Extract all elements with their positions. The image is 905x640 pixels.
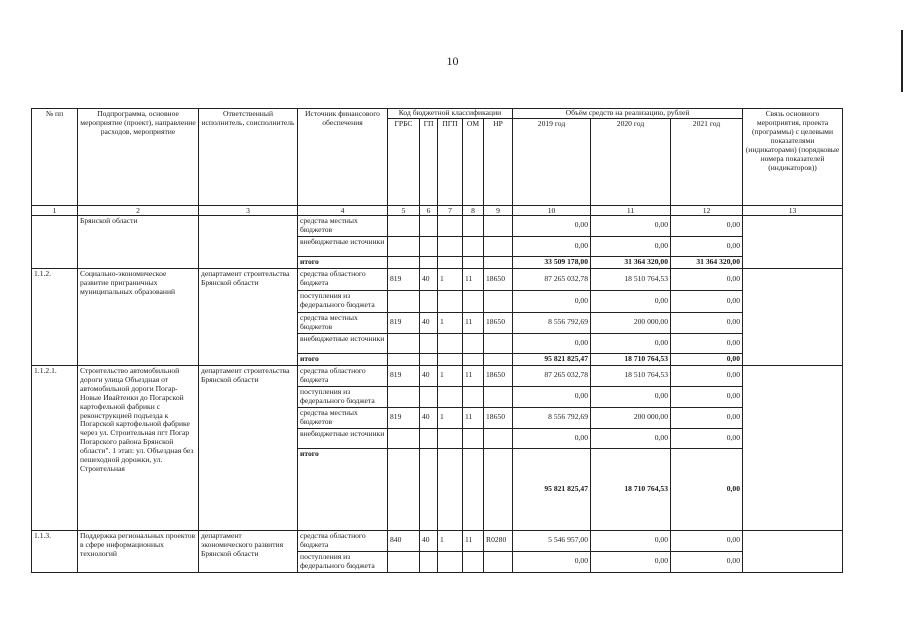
cell-source: поступления из федерального бюджета xyxy=(298,551,388,572)
page-number: 10 xyxy=(446,54,459,68)
cell-2020: 18 510 764,53 xyxy=(591,365,671,386)
cell-2020: 0,00 xyxy=(591,386,671,407)
header-2020: 2020 год xyxy=(591,118,671,205)
cell-pgp xyxy=(438,333,463,353)
header-responsible: Ответственный исполнитель, соисполнитель xyxy=(199,109,298,206)
table-row xyxy=(32,215,843,236)
cell-grbs xyxy=(388,448,420,530)
cell-source: средства местных бюджетов xyxy=(298,312,388,333)
cell-2020: 18 710 764,53 xyxy=(591,448,671,530)
column-number: 2 xyxy=(78,205,199,215)
cell-om: 11 xyxy=(463,407,484,428)
cell-2019: 87 265 032,78 xyxy=(513,365,591,386)
cell-om xyxy=(463,448,484,530)
cell-2020: 0,00 xyxy=(591,215,671,236)
cell-gp xyxy=(420,290,438,312)
header-subprogram: Подпрограмма, основное мероприятие (проект), направление расходов, мероприятие xyxy=(78,109,199,206)
cell-2020: 0,00 xyxy=(591,530,671,551)
column-number: 3 xyxy=(199,205,298,215)
cell-source: поступления из федерального бюджета xyxy=(298,290,388,312)
cell-np xyxy=(484,333,513,353)
cell-2021: 0,00 xyxy=(671,365,743,386)
cell-source-total: итого xyxy=(298,353,388,365)
header-budget-code: Код бюджетной классификации xyxy=(388,109,513,119)
cell-grbs xyxy=(388,353,420,365)
cell-grbs xyxy=(388,236,420,256)
table-row xyxy=(32,530,843,551)
column-number: 6 xyxy=(420,205,438,215)
cell-om: 11 xyxy=(463,312,484,333)
cell-source: поступления из федерального бюджета xyxy=(298,386,388,407)
cell-source: средства областного бюджета xyxy=(298,530,388,551)
cell-om xyxy=(463,236,484,256)
cell-2021: 0,00 xyxy=(671,353,743,365)
cell-gp: 40 xyxy=(420,365,438,386)
cell-np xyxy=(484,428,513,448)
cell-2019: 0,00 xyxy=(513,236,591,256)
cell-gp: 40 xyxy=(420,268,438,290)
header-volume: Объём средств на реализацию, рублей xyxy=(513,109,743,119)
cell-om xyxy=(463,215,484,236)
cell-grbs xyxy=(388,215,420,236)
cell-num: 1.1.2. xyxy=(32,268,78,365)
header-om: ОМ xyxy=(463,118,484,205)
cell-np: 18650 xyxy=(484,407,513,428)
cell-2021: 0,00 xyxy=(671,215,743,236)
cell-np xyxy=(484,551,513,572)
column-number: 10 xyxy=(513,205,591,215)
cell-2021: 0,00 xyxy=(671,333,743,353)
cell-grbs xyxy=(388,428,420,448)
cell-link xyxy=(743,530,843,572)
cell-gp xyxy=(420,333,438,353)
cell-om: 11 xyxy=(463,530,484,551)
column-number: 9 xyxy=(484,205,513,215)
cell-np xyxy=(484,256,513,268)
cell-num: 1.1.3. xyxy=(32,530,78,572)
cell-gp: 40 xyxy=(420,312,438,333)
cell-2020: 0,00 xyxy=(591,428,671,448)
cell-grbs xyxy=(388,290,420,312)
cell-name: Брянской области xyxy=(78,215,199,268)
cell-responsible: департамент экономического развития Брянской области xyxy=(199,530,298,572)
cell-pgp: 1 xyxy=(438,312,463,333)
cell-2020: 0,00 xyxy=(591,290,671,312)
column-number: 13 xyxy=(743,205,843,215)
cell-name: Социально-экономическое развитие приграничных муниципальных образований xyxy=(78,268,199,365)
cell-2020: 200 000,00 xyxy=(591,407,671,428)
column-number: 11 xyxy=(591,205,671,215)
cell-pgp: 1 xyxy=(438,365,463,386)
cell-gp xyxy=(420,256,438,268)
cell-om xyxy=(463,551,484,572)
cell-2020: 0,00 xyxy=(591,333,671,353)
cell-grbs: 840 xyxy=(388,530,420,551)
column-number: 5 xyxy=(388,205,420,215)
table-row xyxy=(32,268,843,290)
header-grbs: ГРБС xyxy=(388,118,420,205)
cell-grbs xyxy=(388,551,420,572)
cell-pgp xyxy=(438,236,463,256)
cell-np xyxy=(484,215,513,236)
cell-gp xyxy=(420,215,438,236)
cell-2019: 0,00 xyxy=(513,551,591,572)
column-number: 7 xyxy=(438,205,463,215)
header-2021: 2021 год xyxy=(671,118,743,205)
cell-2021: 0,00 xyxy=(671,428,743,448)
cell-2019: 8 556 792,69 xyxy=(513,312,591,333)
cell-2021: 0,00 xyxy=(671,236,743,256)
cell-2019: 5 546 957,00 xyxy=(513,530,591,551)
cell-gp xyxy=(420,353,438,365)
cell-np xyxy=(484,290,513,312)
cell-source-total: итого xyxy=(298,448,388,530)
cell-np: 18650 xyxy=(484,268,513,290)
cell-2021: 0,00 xyxy=(671,551,743,572)
cell-num xyxy=(32,215,78,268)
cell-grbs: 819 xyxy=(388,312,420,333)
cell-gp: 40 xyxy=(420,407,438,428)
cell-om: 11 xyxy=(463,365,484,386)
cell-link xyxy=(743,268,843,365)
cell-2020: 0,00 xyxy=(591,236,671,256)
header-pgp: ПГП xyxy=(438,118,463,205)
column-number: 8 xyxy=(463,205,484,215)
cell-2021: 0,00 xyxy=(671,448,743,530)
cell-pgp xyxy=(438,256,463,268)
cell-responsible xyxy=(199,215,298,268)
cell-gp xyxy=(420,551,438,572)
header-source: Источник финансового обеспечения xyxy=(298,109,388,206)
cell-2020: 18 510 764,53 xyxy=(591,268,671,290)
cell-grbs xyxy=(388,256,420,268)
cell-gp xyxy=(420,236,438,256)
cell-np: 18650 xyxy=(484,312,513,333)
cell-om xyxy=(463,290,484,312)
cell-source: внебюджетные источники xyxy=(298,333,388,353)
cell-2019: 0,00 xyxy=(513,386,591,407)
header-np: НР xyxy=(484,118,513,205)
header-link: Связь основного мероприятия, проекта (программы) с целевыми показателями (индикаторами) (порядковые номера показателей (индикаторов)) xyxy=(743,109,843,206)
cell-2019: 95 821 825,47 xyxy=(513,448,591,530)
cell-2021: 0,00 xyxy=(671,268,743,290)
cell-responsible: департамент строительства Брянской области xyxy=(199,365,298,530)
cell-gp xyxy=(420,428,438,448)
cell-responsible: департамент строительства Брянской области xyxy=(199,268,298,365)
cell-2020: 0,00 xyxy=(591,551,671,572)
cell-2019: 87 265 032,78 xyxy=(513,268,591,290)
cell-2019: 0,00 xyxy=(513,290,591,312)
cell-np xyxy=(484,353,513,365)
cell-om: 11 xyxy=(463,268,484,290)
cell-2019: 95 821 825,47 xyxy=(513,353,591,365)
cell-pgp: 1 xyxy=(438,268,463,290)
cell-2019: 0,00 xyxy=(513,428,591,448)
table-row xyxy=(32,365,843,386)
cell-source: средства областного бюджета xyxy=(298,365,388,386)
cell-source: внебюджетные источники xyxy=(298,428,388,448)
cell-grbs: 819 xyxy=(388,268,420,290)
cell-source: внебюджетные источники xyxy=(298,236,388,256)
cell-2019: 33 509 178,00 xyxy=(513,256,591,268)
cell-2020: 31 364 320,00 xyxy=(591,256,671,268)
cell-2021: 0,00 xyxy=(671,386,743,407)
cell-grbs: 819 xyxy=(388,407,420,428)
cell-2019: 8 556 792,69 xyxy=(513,407,591,428)
cell-om xyxy=(463,386,484,407)
column-number-row xyxy=(32,205,843,215)
cell-gp: 40 xyxy=(420,530,438,551)
cell-pgp: 1 xyxy=(438,407,463,428)
cell-source: средства местных бюджетов xyxy=(298,407,388,428)
budget-table xyxy=(31,108,843,573)
cell-gp xyxy=(420,448,438,530)
cell-name: Поддержка региональных проектов в сфере информационных технологий xyxy=(78,530,199,572)
header-2019: 2019 год xyxy=(513,118,591,205)
cell-np: R0280 xyxy=(484,530,513,551)
cell-2019: 0,00 xyxy=(513,333,591,353)
cell-np xyxy=(484,236,513,256)
cell-source-total: итого xyxy=(298,256,388,268)
cell-name: Строительство автомобильной дороги улица Объездная от автомобильной дороги Погар-Новые Ивайтенки до Погарской картофельной фабрики с реконструкцией подъезда к Погарской картофельной фабрике через ул. Строительная пгт Погар Погарского района Брянской области". 1 этап: ул. Объездная без пешеходной дорожки, ул. Строительная xyxy=(78,365,199,530)
cell-2021: 31 364 320,00 xyxy=(671,256,743,268)
cell-pgp xyxy=(438,290,463,312)
cell-2021: 0,00 xyxy=(671,407,743,428)
cell-np xyxy=(484,448,513,530)
cell-grbs: 819 xyxy=(388,365,420,386)
cell-source: средства местных бюджетов xyxy=(298,215,388,236)
cell-link xyxy=(743,215,843,268)
cell-2021: 0,00 xyxy=(671,312,743,333)
header-gp: ГП xyxy=(420,118,438,205)
header-num: № пп xyxy=(32,109,78,206)
cell-pgp: 1 xyxy=(438,530,463,551)
page-edge-mark xyxy=(901,30,903,92)
cell-2019: 0,00 xyxy=(513,215,591,236)
cell-om xyxy=(463,333,484,353)
cell-pgp xyxy=(438,448,463,530)
cell-grbs xyxy=(388,333,420,353)
cell-om xyxy=(463,353,484,365)
cell-2021: 0,00 xyxy=(671,530,743,551)
cell-num: 1.1.2.1. xyxy=(32,365,78,530)
cell-np xyxy=(484,386,513,407)
cell-2021: 0,00 xyxy=(671,290,743,312)
cell-pgp xyxy=(438,215,463,236)
cell-pgp xyxy=(438,551,463,572)
cell-grbs xyxy=(388,386,420,407)
cell-pgp xyxy=(438,386,463,407)
cell-2020: 18 710 764,53 xyxy=(591,353,671,365)
column-number: 12 xyxy=(671,205,743,215)
cell-om xyxy=(463,428,484,448)
cell-pgp xyxy=(438,353,463,365)
cell-2020: 200 000,00 xyxy=(591,312,671,333)
column-number: 1 xyxy=(32,205,78,215)
cell-pgp xyxy=(438,428,463,448)
cell-link xyxy=(743,365,843,530)
column-number: 4 xyxy=(298,205,388,215)
cell-om xyxy=(463,256,484,268)
cell-source: средства областного бюджета xyxy=(298,268,388,290)
cell-gp xyxy=(420,386,438,407)
cell-np: 18650 xyxy=(484,365,513,386)
